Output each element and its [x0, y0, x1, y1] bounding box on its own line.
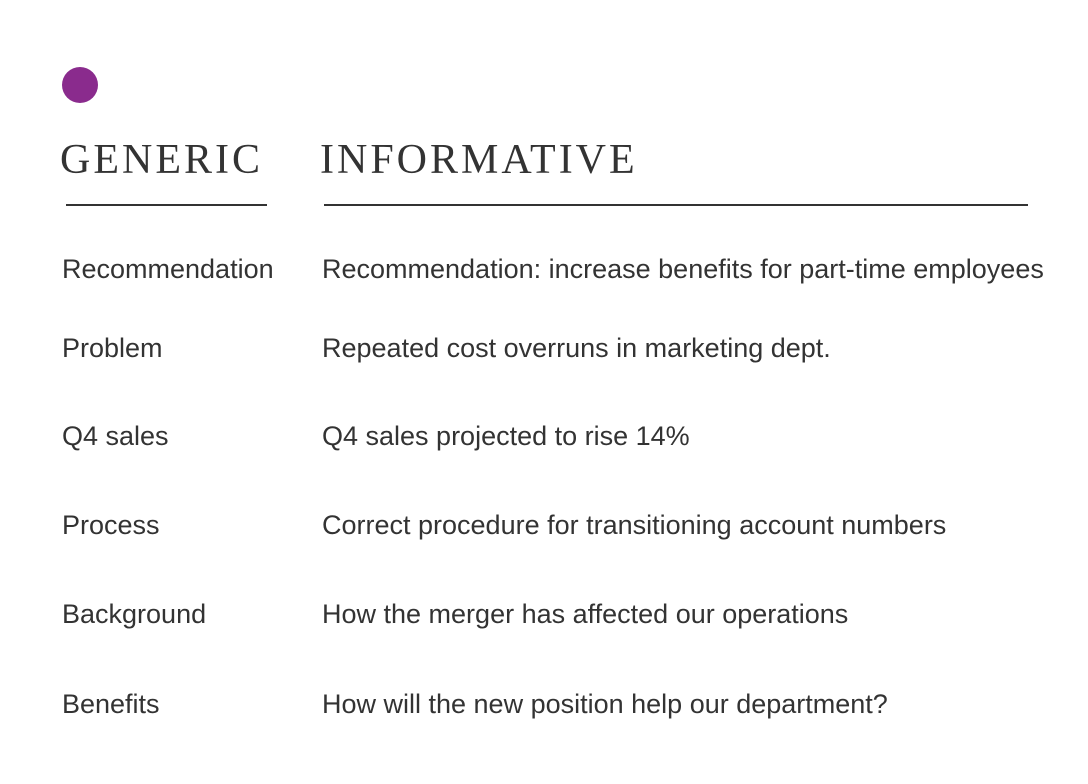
table-row [0, 416, 1088, 456]
informative-heading-rule [324, 204, 1028, 206]
informative-cell: How the merger has affected our operations [322, 599, 849, 629]
informative-cell: Q4 sales projected to rise 14% [322, 421, 690, 451]
informative-heading: INFORMATIVE [320, 137, 638, 183]
generic-heading: GENERIC [60, 137, 263, 183]
generic-cell: Background [62, 599, 207, 629]
generic-cell: Q4 sales [62, 421, 169, 451]
table-row [0, 505, 1088, 545]
informative-cell: How will the new position help our department? [322, 689, 888, 719]
generic-cell: Problem [62, 333, 163, 363]
table-row [0, 594, 1088, 634]
informative-cell: Correct procedure for transitioning account numbers [322, 510, 947, 540]
generic-cell: Recommendation [62, 254, 274, 284]
table-row [0, 684, 1088, 724]
table-row [0, 328, 1088, 368]
generic-heading-rule [66, 204, 267, 206]
generic-cell: Benefits [62, 689, 160, 719]
informative-cell: Recommendation: increase benefits for part-time employees [322, 254, 1044, 284]
accent-dot [62, 67, 98, 103]
table-row [0, 249, 1088, 289]
informative-cell: Repeated cost overruns in marketing dept. [322, 333, 831, 363]
generic-cell: Process [62, 510, 160, 540]
